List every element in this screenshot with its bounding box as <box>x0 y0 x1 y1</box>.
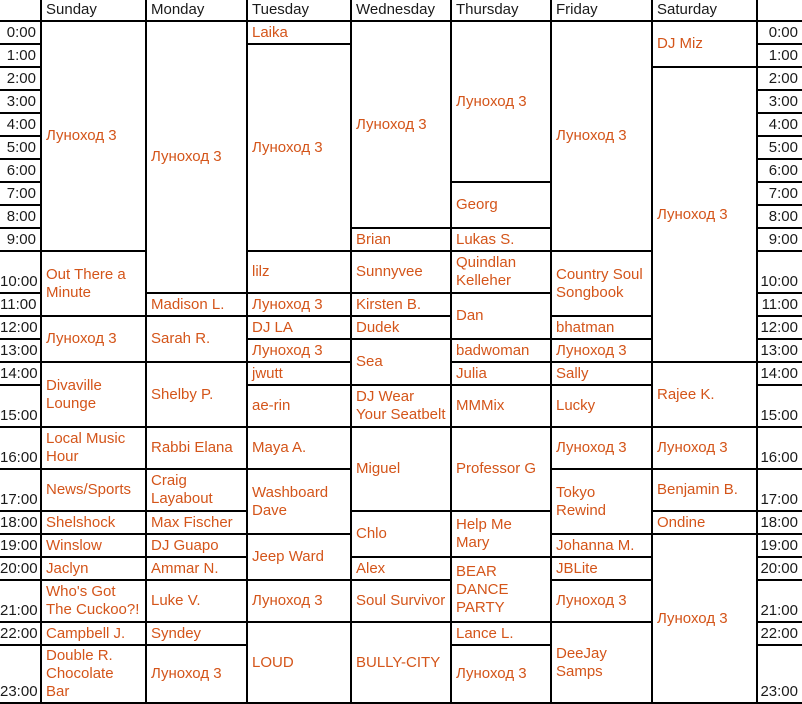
time-label-right: 15:00 <box>757 385 802 427</box>
time-label-left: 7:00 <box>0 182 41 205</box>
show-cell-fri[interactable]: Johanna M. <box>551 534 652 557</box>
show-cell-fri[interactable]: DeeJay Samps <box>551 622 652 703</box>
show-cell-mon[interactable]: Луноход 3 <box>146 645 247 703</box>
show-cell-wed[interactable]: Dudek <box>351 316 451 339</box>
time-label-left: 14:00 <box>0 362 41 385</box>
show-cell-fri[interactable]: Lucky <box>551 385 652 427</box>
corner-cell-left <box>0 0 41 21</box>
time-label-right: 16:00 <box>757 427 802 469</box>
day-header-monday: Monday <box>146 0 247 21</box>
show-cell-sun[interactable]: Campbell J. <box>41 622 146 645</box>
time-label-right: 11:00 <box>757 293 802 316</box>
time-label-right: 21:00 <box>757 580 802 622</box>
time-label-left: 0:00 <box>0 21 41 44</box>
show-cell-fri[interactable]: Country Soul Songbook <box>551 251 652 316</box>
time-label-left: 17:00 <box>0 469 41 511</box>
time-label-right: 9:00 <box>757 228 802 251</box>
show-cell-sun[interactable]: Who's Got The Cuckoo?! <box>41 580 146 622</box>
show-cell-thu[interactable]: Lukas S. <box>451 228 551 251</box>
show-cell-sat[interactable]: Rajee K. <box>652 362 757 427</box>
show-cell-sat[interactable]: Луноход 3 <box>652 534 757 703</box>
show-cell-tue[interactable]: Луноход 3 <box>247 44 351 251</box>
show-cell-fri[interactable]: Луноход 3 <box>551 339 652 362</box>
time-label-left: 23:00 <box>0 645 41 703</box>
time-label-left: 12:00 <box>0 316 41 339</box>
time-label-right: 19:00 <box>757 534 802 557</box>
time-row-0000 <box>0 21 802 44</box>
show-cell-mon[interactable]: Rabbi Elana <box>146 427 247 469</box>
show-cell-tue[interactable]: LOUD <box>247 622 351 703</box>
show-cell-sat[interactable]: Луноход 3 <box>652 427 757 469</box>
show-cell-thu[interactable]: Луноход 3 <box>451 645 551 703</box>
show-cell-sat[interactable]: DJ Miz <box>652 21 757 67</box>
show-cell-thu[interactable]: Quindlan Kelleher <box>451 251 551 293</box>
time-label-right: 22:00 <box>757 622 802 645</box>
time-label-left: 2:00 <box>0 67 41 90</box>
time-label-left: 3:00 <box>0 90 41 113</box>
show-cell-tue[interactable]: ae-rin <box>247 385 351 427</box>
show-cell-mon[interactable]: Луноход 3 <box>146 21 247 293</box>
show-cell-tue[interactable]: jwutt <box>247 362 351 385</box>
show-cell-mon[interactable]: Sarah R. <box>146 316 247 362</box>
show-cell-sun[interactable]: News/Sports <box>41 469 146 511</box>
show-cell-tue[interactable]: Maya A. <box>247 427 351 469</box>
day-header-thursday: Thursday <box>451 0 551 21</box>
show-cell-fri[interactable]: JBLite <box>551 557 652 580</box>
show-cell-mon[interactable]: Madison L. <box>146 293 247 316</box>
time-label-left: 5:00 <box>0 136 41 159</box>
show-cell-tue[interactable]: Washboard Dave <box>247 469 351 534</box>
time-label-right: 18:00 <box>757 511 802 534</box>
show-cell-wed[interactable]: Miguel <box>351 427 451 511</box>
time-label-left: 13:00 <box>0 339 41 362</box>
time-label-right: 5:00 <box>757 136 802 159</box>
show-cell-fri[interactable]: bhatman <box>551 316 652 339</box>
show-cell-wed[interactable]: Brian <box>351 228 451 251</box>
show-cell-mon[interactable]: Max Fischer <box>146 511 247 534</box>
time-label-right: 4:00 <box>757 113 802 136</box>
show-cell-mon[interactable]: DJ Guapo <box>146 534 247 557</box>
time-label-right: 1:00 <box>757 44 802 67</box>
time-label-right: 12:00 <box>757 316 802 339</box>
show-cell-wed[interactable]: BULLY-CITY <box>351 622 451 703</box>
time-label-right: 3:00 <box>757 90 802 113</box>
show-cell-sun[interactable]: Double R. Chocolate Bar <box>41 645 146 703</box>
show-cell-wed[interactable]: Alex <box>351 557 451 580</box>
time-label-left: 19:00 <box>0 534 41 557</box>
show-cell-sun[interactable]: Out There a Minute <box>41 251 146 316</box>
show-cell-mon[interactable]: Syndey <box>146 622 247 645</box>
time-label-left: 11:00 <box>0 293 41 316</box>
time-label-left: 18:00 <box>0 511 41 534</box>
show-cell-wed[interactable]: Луноход 3 <box>351 21 451 228</box>
show-cell-thu[interactable]: badwoman <box>451 339 551 362</box>
show-cell-tue[interactable]: DJ LA <box>247 316 351 339</box>
show-cell-sat[interactable]: Луноход 3 <box>652 67 757 362</box>
time-label-left: 9:00 <box>0 228 41 251</box>
day-header-row <box>0 0 802 21</box>
time-label-right: 7:00 <box>757 182 802 205</box>
show-cell-sat[interactable]: Benjamin B. <box>652 469 757 511</box>
show-cell-tue[interactable]: lilz <box>247 251 351 293</box>
show-cell-fri[interactable]: Луноход 3 <box>551 580 652 622</box>
show-cell-sun[interactable]: Jaclyn <box>41 557 146 580</box>
time-label-right: 0:00 <box>757 21 802 44</box>
time-label-right: 6:00 <box>757 159 802 182</box>
time-label-left: 6:00 <box>0 159 41 182</box>
show-cell-thu[interactable]: Help Me Mary <box>451 511 551 557</box>
day-header-wednesday: Wednesday <box>351 0 451 21</box>
show-cell-thu[interactable]: Professor G <box>451 427 551 511</box>
show-cell-thu[interactable]: Луноход 3 <box>451 21 551 182</box>
show-cell-mon[interactable]: Shelby P. <box>146 362 247 427</box>
show-cell-mon[interactable]: Luke V. <box>146 580 247 622</box>
show-cell-sun[interactable]: Shelshock <box>41 511 146 534</box>
time-label-right: 20:00 <box>757 557 802 580</box>
show-cell-tue[interactable]: Laika <box>247 21 351 44</box>
show-cell-sat[interactable]: Ondine <box>652 511 757 534</box>
show-cell-wed[interactable]: Kirsten B. <box>351 293 451 316</box>
show-cell-fri[interactable]: Луноход 3 <box>551 427 652 469</box>
time-label-right: 2:00 <box>757 67 802 90</box>
show-cell-thu[interactable]: Dan <box>451 293 551 339</box>
show-cell-wed[interactable]: DJ Wear Your Seatbelt <box>351 385 451 427</box>
show-cell-fri[interactable]: Луноход 3 <box>551 21 652 251</box>
day-header-saturday: Saturday <box>652 0 757 21</box>
day-header-sunday: Sunday <box>41 0 146 21</box>
show-cell-thu[interactable]: BEAR DANCE PARTY <box>451 557 551 622</box>
time-label-left: 20:00 <box>0 557 41 580</box>
show-cell-tue[interactable]: Луноход 3 <box>247 580 351 622</box>
day-header-friday: Friday <box>551 0 652 21</box>
time-label-right: 10:00 <box>757 251 802 293</box>
show-cell-thu[interactable]: MMMix <box>451 385 551 427</box>
time-label-left: 10:00 <box>0 251 41 293</box>
show-cell-wed[interactable]: Chlo <box>351 511 451 557</box>
show-cell-sun[interactable]: Winslow <box>41 534 146 557</box>
show-cell-fri[interactable]: Sally <box>551 362 652 385</box>
show-cell-fri[interactable]: Tokyo Rewind <box>551 469 652 534</box>
show-cell-mon[interactable]: Craig Layabout <box>146 469 247 511</box>
time-label-right: 17:00 <box>757 469 802 511</box>
show-cell-thu[interactable]: Georg <box>451 182 551 228</box>
show-cell-mon[interactable]: Ammar N. <box>146 557 247 580</box>
day-header-tuesday: Tuesday <box>247 0 351 21</box>
show-cell-wed[interactable]: Sea <box>351 339 451 385</box>
show-cell-sun[interactable]: Луноход 3 <box>41 21 146 251</box>
show-cell-tue[interactable]: Луноход 3 <box>247 293 351 316</box>
time-label-right: 8:00 <box>757 205 802 228</box>
time-label-left: 15:00 <box>0 385 41 427</box>
show-cell-sun[interactable]: Луноход 3 <box>41 316 146 362</box>
time-label-left: 8:00 <box>0 205 41 228</box>
time-label-left: 21:00 <box>0 580 41 622</box>
show-cell-wed[interactable]: Soul Survivor <box>351 580 451 622</box>
show-cell-sun[interactable]: Divaville Lounge <box>41 362 146 427</box>
time-label-right: 13:00 <box>757 339 802 362</box>
corner-cell-right <box>757 0 802 21</box>
time-label-left: 16:00 <box>0 427 41 469</box>
time-label-left: 22:00 <box>0 622 41 645</box>
show-cell-tue[interactable]: Луноход 3 <box>247 339 351 362</box>
show-cell-wed[interactable]: Sunnyvee <box>351 251 451 293</box>
show-cell-sun[interactable]: Local Music Hour <box>41 427 146 469</box>
time-label-left: 4:00 <box>0 113 41 136</box>
show-cell-thu[interactable]: Lance L. <box>451 622 551 645</box>
time-row-1800 <box>0 511 802 534</box>
time-row-1600 <box>0 427 802 469</box>
show-cell-thu[interactable]: Julia <box>451 362 551 385</box>
time-label-right: 23:00 <box>757 645 802 703</box>
show-cell-tue[interactable]: Jeep Ward <box>247 534 351 580</box>
time-label-left: 1:00 <box>0 44 41 67</box>
time-label-right: 14:00 <box>757 362 802 385</box>
